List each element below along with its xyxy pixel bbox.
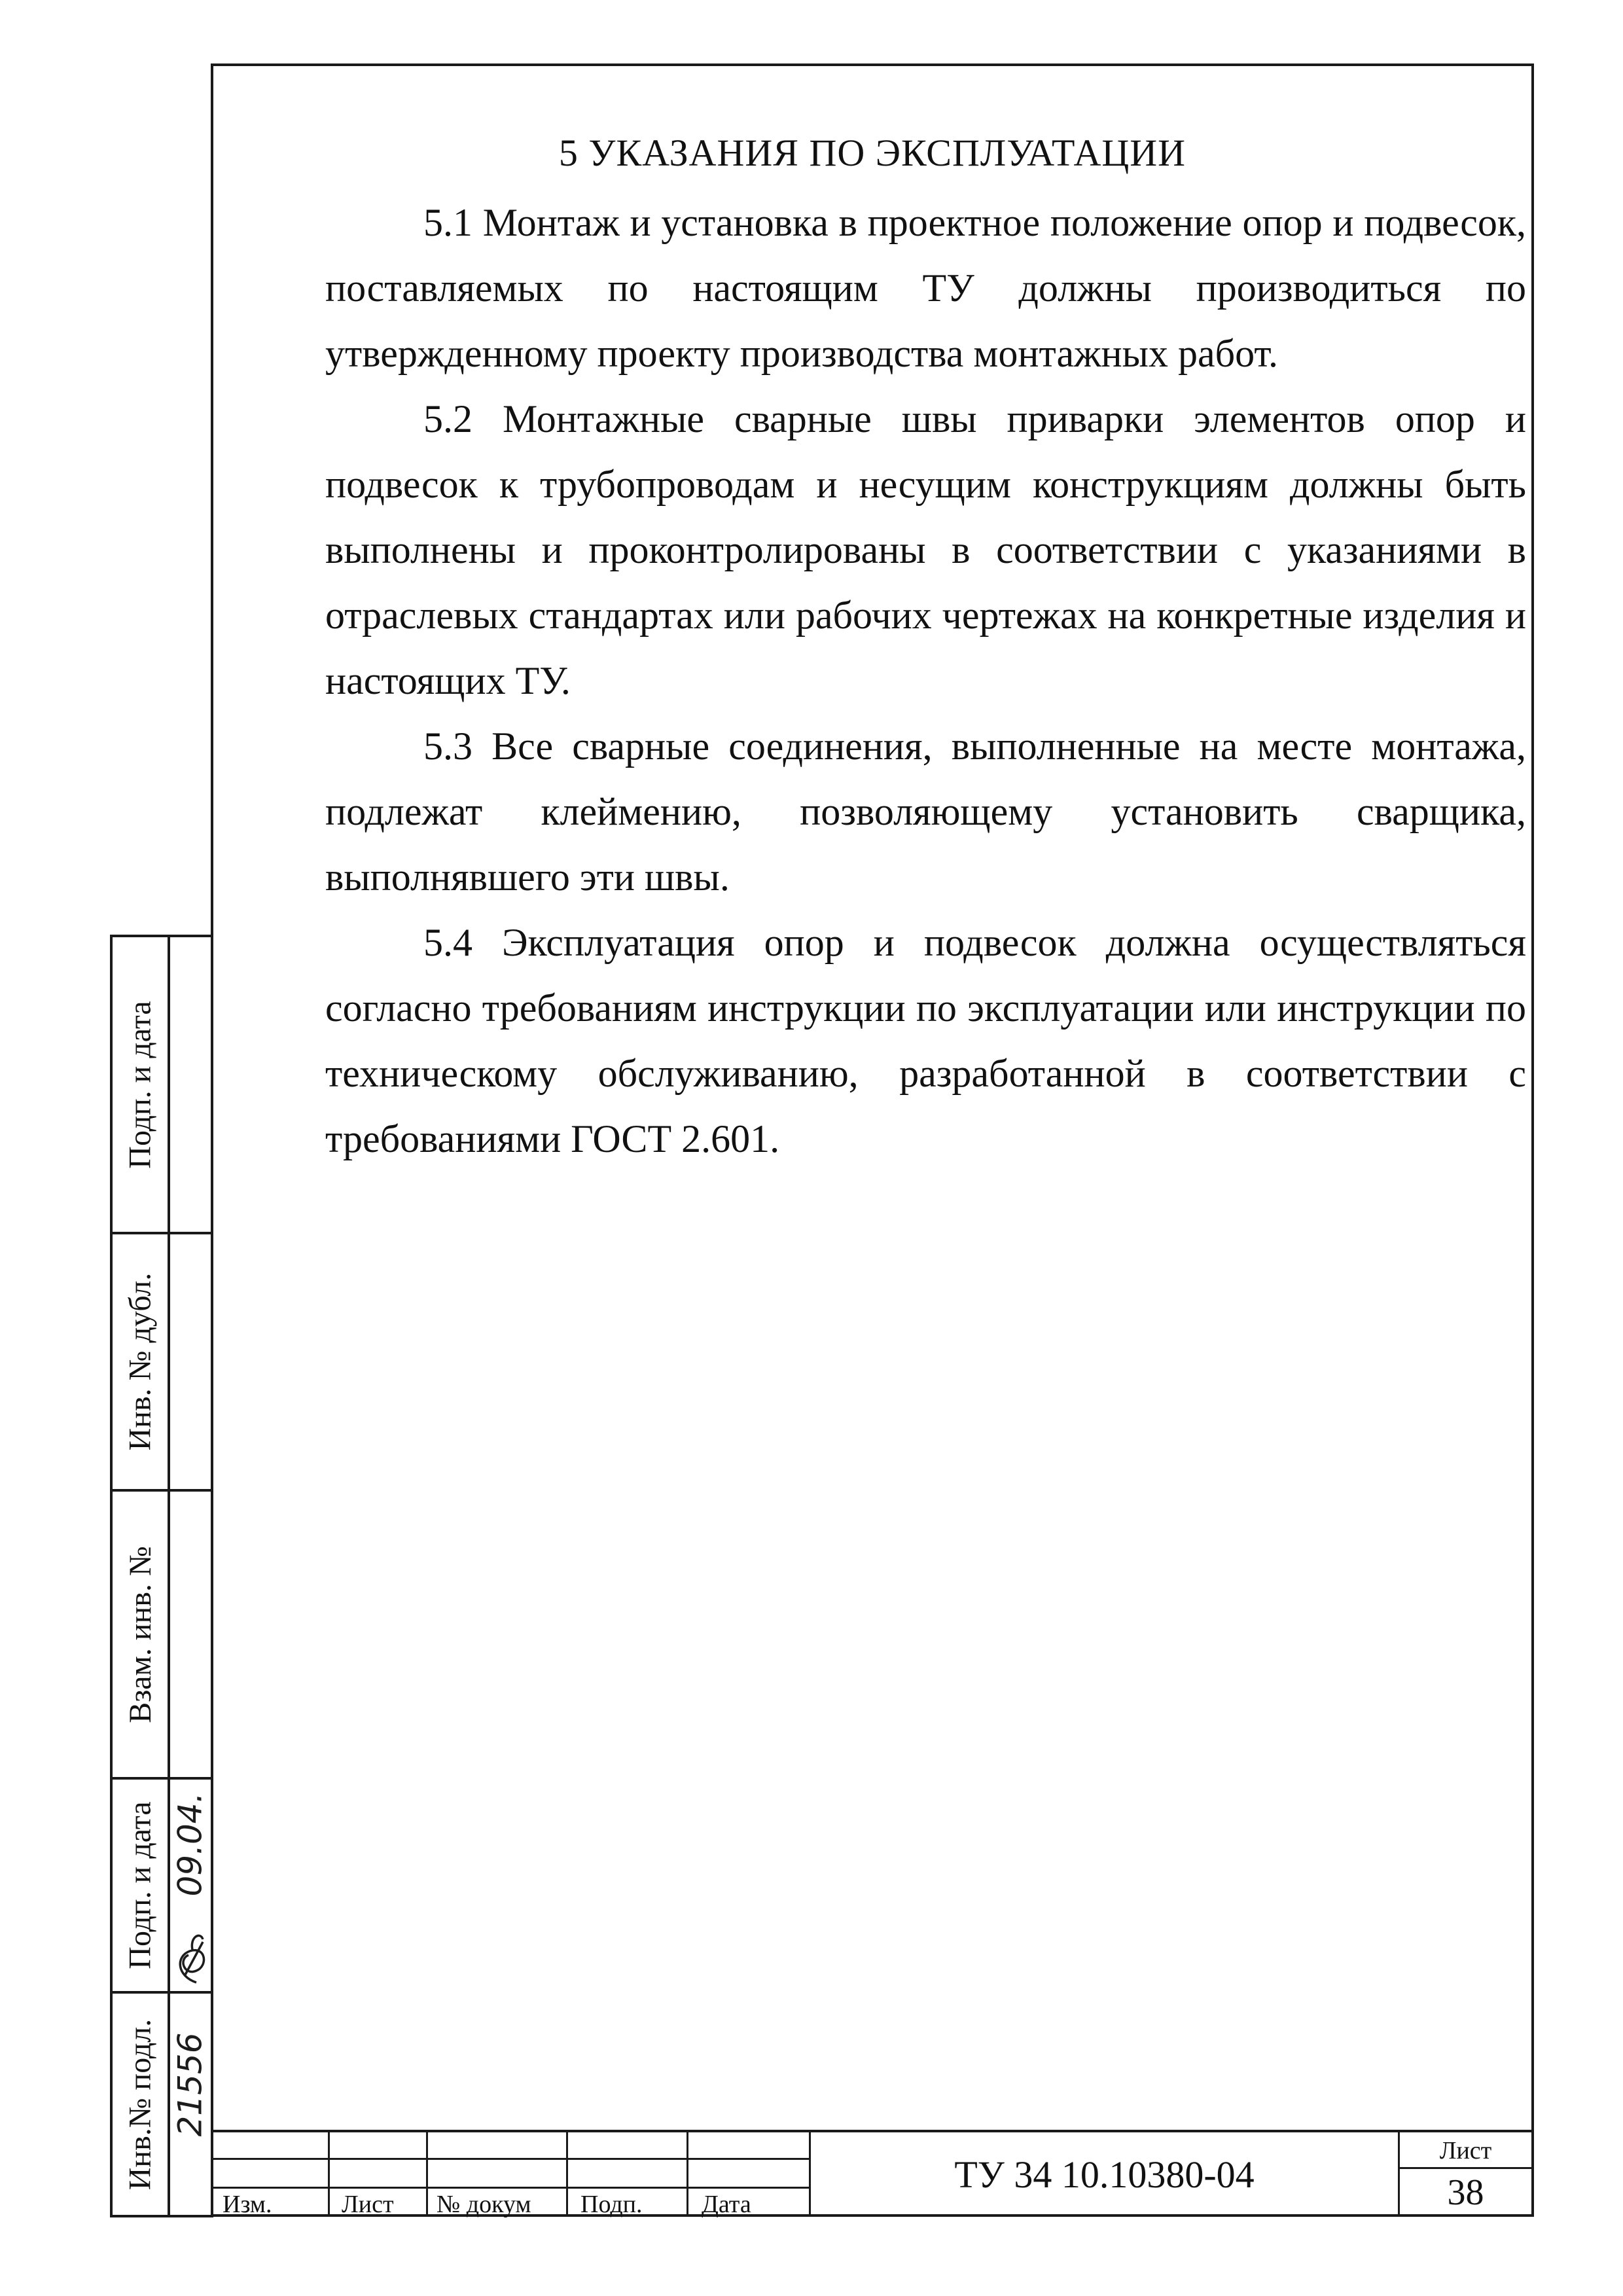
title-block xyxy=(211,2130,1534,2217)
paragraph-5-3: 5.3 Все сварные соединения, выполненные на месте монтажа, подлежат клеймению, позволяющему установить сварщика, выполнявшего эти швы. xyxy=(325,725,1526,899)
revision-grid xyxy=(211,2132,811,2217)
section-body xyxy=(325,190,1526,1172)
side-stamp xyxy=(110,935,213,2217)
paragraph-5-4: 5.4 Эксплуатация опор и подвесок должна осуществляться согласно требованиям инструкции по эксплуатации или инструкции по техническому обслуживанию, разработанной в соответствии с требованиями ГОСТ 2.601. xyxy=(325,921,1526,1160)
document-code: ТУ 34 10.10380-04 xyxy=(811,2132,1400,2217)
inv-podl-value: 21556 xyxy=(171,2032,209,2137)
col-podp-label: Подп. xyxy=(580,2191,643,2218)
inv-dubl-label: Инв. № дубл. xyxy=(122,1272,158,1451)
podp-data-cell-1 xyxy=(110,935,213,1232)
vzam-inv-label: Взам. инв. № xyxy=(122,1545,158,1723)
col-list-label: Лист xyxy=(342,2191,394,2218)
col-data-label: Дата xyxy=(702,2191,751,2218)
section-heading: 5 УКАЗАНИЯ ПО ЭКСПЛУАТАЦИИ xyxy=(558,132,1186,174)
inv-podl-label: Инв.№ подл. xyxy=(122,2018,158,2190)
paragraph-5-1: 5.1 Монтаж и установка в проектное положение опор и подвесок, поставляемых по настоящим ТУ должны производиться по утвержденному проекту производства монтажных работ. xyxy=(325,201,1526,375)
paragraph-5-2: 5.2 Монтажные сварные швы приварки элементов опор и подвесок к трубопроводам и несущим конструкциям должны быть выполнены и проконтролированы в соответствии с указаниями в отраслевых стандартах или рабочих чертежах на конкретные изделия и настоящих ТУ. xyxy=(325,397,1526,702)
inv-dubl-cell xyxy=(110,1232,213,1489)
col-izm-label: Изм. xyxy=(223,2191,272,2218)
podp-data-cell-2 xyxy=(110,1777,213,1991)
inv-podl-cell xyxy=(110,1991,213,2217)
col-dokum-label: № докум xyxy=(437,2191,531,2218)
sheet-number: 38 xyxy=(1447,2172,1484,2213)
podp-data-label-2: Подп. и дата xyxy=(122,1801,158,1969)
podp-data-label-1: Подп. и дата xyxy=(122,1000,158,1169)
sheet-label: Лист xyxy=(1400,2132,1531,2169)
podp-data-value: 09.04. xyxy=(171,1792,210,1897)
vzam-inv-cell xyxy=(110,1489,213,1777)
